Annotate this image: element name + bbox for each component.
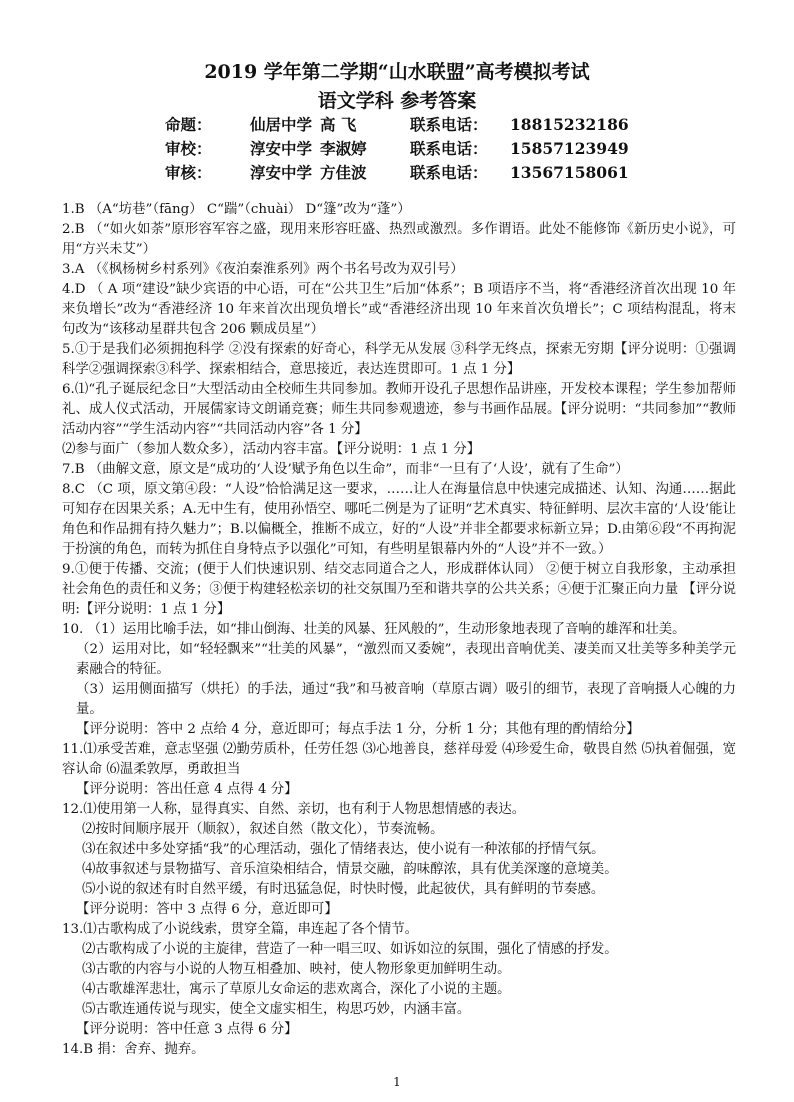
staff-row-author [165,113,685,137]
answer-item: ⑵古歌构成了小说的主旋律，营造了一种一唱三叹、如诉如泣的氛围，强化了情感的抒发。 [82,942,618,957]
answer-item: ⑸小说的叙述有时自然平缓，有时迅猛急促，时快时慢，此起彼伏，具有鲜明的节奏感。 [82,882,605,897]
answer-list [62,200,736,1060]
page-number: 1 [393,1075,401,1089]
staff-phone-label: 联系电话： [410,115,488,134]
staff-phone: 15857123949 [510,139,629,158]
scoring-note: 【评分说明：答出任意 4 点得 4 分】 [76,782,298,797]
staff-school: 淳安中学 [250,163,313,182]
answer-item: （3）运用侧面描写（烘托）的手法，通过“我”和马被音响（草原古调）吸引的细节，表现了音响摄人心魄的力量。 [76,682,736,717]
answer-item: 8.C （C 项，原文第④段：“人设”恰恰满足这一要求，……让人在海量信息中快速完成描述、认知、沟通……据此可知存在因果关系；A.无中生有，使用孙悟空、哪吒二例是为了证明“艺术真实、特征鲜明、层次丰富的‘人设’能让角色和作品拥有持久魅力”；B.以偏概全，推断不成立，好的“人设”并非全都要求标新立异；D.由第⑥段“不再拘泥于扮演的角色，而转为抓住自身特点予以强化”可知，有些明星银幕内外的“人设”并不一致。） [62,482,736,557]
answer-item: 1.B （A“坊巷”（fāng） C“踹”（chuài） D“篷”改为“蓬”） [62,202,411,217]
page-subtitle: 语文学科 参考答案 [317,90,477,112]
staff-role: 命题： [165,115,212,134]
scoring-note: 【评分说明：答中 2 点给 4 分，意近即可；每点手法 1 分，分析 1 分；其他有理的酌情给分】 [76,722,640,737]
answer-item: 10. （1）运用比喻手法，如“排山倒海、壮美的风暴、狂风般的”，生动形象地表现了音响的雄浑和壮美。 [62,622,686,637]
answer-item: 4.D （ A 项“建设”缺少宾语的中心语，可在“公共卫生”后加“体系”；B 项语序不当，将“香港经济首次出现 10 年来负增长”改为“香港经济 10 年来首次出现负增长”或“香港经济出现 10 年来首次负增长”；C 项结构混乱，将末句改为“该移动星群共包含 206 颗成员星”） [62,282,736,337]
staff-name: 方佳波 [320,163,367,182]
staff-name: 李淑婷 [320,139,367,158]
staff-phone: 13567158061 [510,163,629,182]
answer-item: 6.⑴“孔子诞辰纪念日”大型活动由全校师生共同参加。教师开设孔子思想作品讲座，开发校本课程；学生参加帮师礼、成人仪式活动，开展儒家诗文朗诵竞赛；师生共同参观遗迹，参与书画作品展。【评分说明：“共同参加”“教师活动内容”“学生活动内容”“共同活动内容”各 1 分】 [62,382,736,437]
answer-item: ⑵参与面广（参加人数众多），活动内容丰富。【评分说明：1 点 1 分】 [62,442,481,457]
answer-item: 14.B 捐：舍弃、抛弃。 [62,1042,205,1057]
staff-phone-label: 联系电话： [410,139,488,158]
answer-item: 7.B （曲解文意，原文是“成功的‘人设’赋予角色以生命”，而非“一旦有了‘人设’，就有了生命”） [62,462,629,477]
answer-item: 5.①于是我们必须拥抱科学 ②没有探索的好奇心，科学无从发展 ③科学无终点，探索无穷期【评分说明：①强调科学②强调探索③科学、探索相结合，意思接近，表达连贯即可。1 点 1 分】 [62,342,736,377]
answer-item: ⑶古歌的内容与小说的人物互相叠加、映衬，使人物形象更加鲜明生动。 [82,962,511,977]
staff-row-reviewer [165,161,685,185]
staff-school: 仙居中学 [250,115,313,134]
staff-phone: 18815232186 [510,115,629,134]
staff-role: 审核： [165,163,212,182]
answer-item: ⑷古歌雄浑悲壮，寓示了草原儿女命运的悲欢离合，深化了小说的主题。 [82,982,511,997]
scoring-note: 【评分说明：答中任意 3 点得 6 分】 [76,1022,298,1037]
staff-school: 淳安中学 [250,139,313,158]
staff-role: 审校： [165,139,212,158]
answer-item: ⑷故事叙述与景物描写、音乐渲染相结合，情景交融，韵味醇浓，具有优美深邃的意境美。 [82,862,618,877]
answer-item: 2.B （“如火如荼”原形容军容之盛，现用来形容旺盛、热烈或激烈。多作谓语。此处不能修饰《新历史小说》，可用“方兴未艾”） [62,222,736,257]
answer-item: ⑸古歌连通传说与现实，使全文虚实相生，构思巧妙，内涵丰富。 [82,1002,471,1017]
staff-name: 高 飞 [320,115,357,134]
answer-item: 9.①便于传播、交流；(便于人们快速识别、结交志同道合之人，形成群体认同） ②便于树立自我形象，主动承担社会角色的责任和义务；③便于构建轻松亲切的社交氛围乃至和谐共享的公共关系；④便于汇聚正向力量 【评分说明:【评分说明：1 点 1 分】 [62,562,736,617]
answer-item: 13.⑴古歌构成了小说线索，贯穿全篇，串连起了各个情节。 [62,922,419,937]
answer-item: ⑶在叙述中多处穿插“我”的心理活动，强化了情绪表达，使小说有一种浓郁的抒情气氛。 [82,842,605,857]
answer-item: 3.A （《枫杨树乡村系列》《夜泊秦淮系列》两个书名号改为双引号） [62,262,464,277]
scoring-note: 【评分说明：答中 3 点得 6 分，意近即可】 [76,902,338,917]
staff-list [165,113,685,185]
answer-item: ⑵按时间顺序展开（顺叙），叙述自然（散文化），节奏流畅。 [82,822,444,837]
answer-item: 12.⑴使用第一人称，显得真实、自然、亲切，也有利于人物思想情感的表达。 [62,802,526,817]
staff-phone-label: 联系电话： [410,163,488,182]
staff-row-proofreader [165,137,685,161]
page-title: 2019 学年第二学期“山水联盟”高考模拟考试 [204,61,590,83]
answer-item: （2）运用对比，如“轻轻飘来”“壮美的风暴”，“激烈而又委婉”，表现出音响优美、凄美而又壮美等多种美学元素融合的特征。 [76,642,736,677]
answer-item: 11.⑴承受苦难，意志坚强 ⑵勤劳质朴，任劳任怨 ⑶心地善良，慈祥母爱 ⑷珍爱生命，敬畏自然 ⑸执着倔强，宽容认命 ⑹温柔敦厚，勇敢担当 [62,742,736,777]
